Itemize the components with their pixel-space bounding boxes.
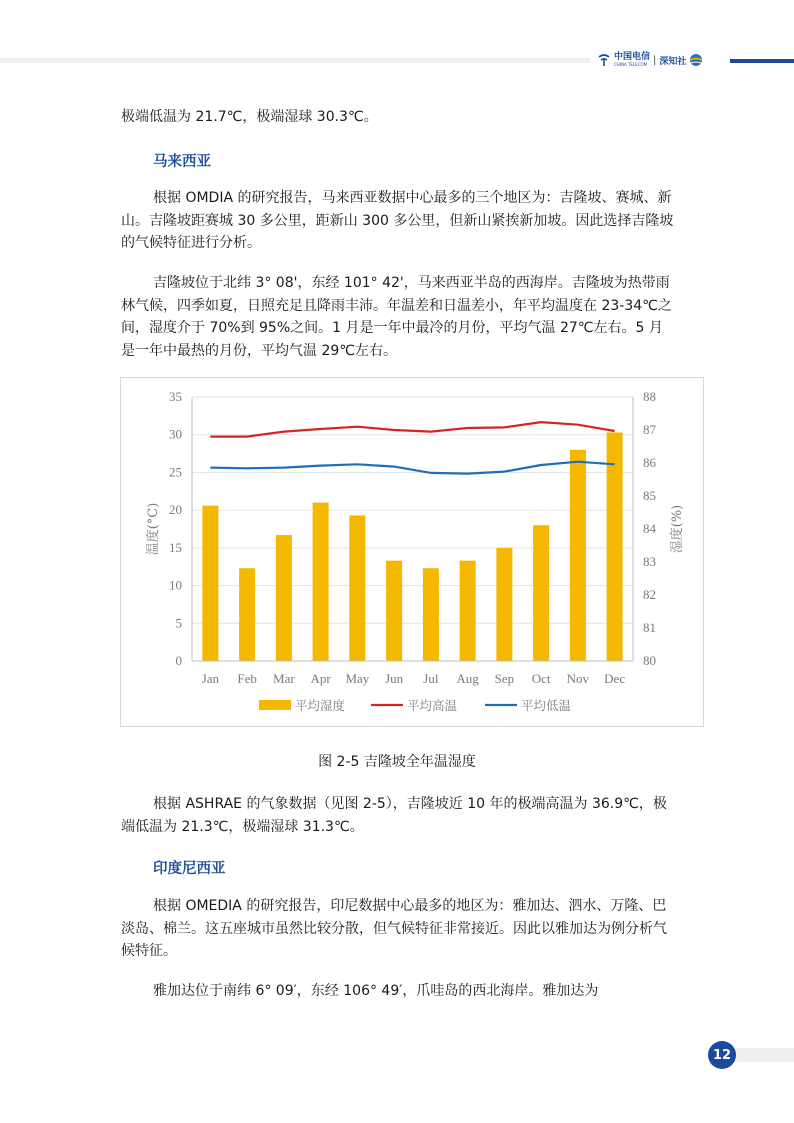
x-tick-label: May <box>345 671 370 686</box>
left-tick-label: 5 <box>175 615 182 631</box>
humidity-bar <box>496 548 512 661</box>
x-tick-label: Aug <box>456 671 479 686</box>
avg-low-line <box>210 462 614 474</box>
paragraph-4: 根据 ASHRAE 的气象数据（见图 2-5），吉隆坡近 10 年的极端高温为 36.9℃，极端低温为 21.3℃，极端湿球 31.3℃。 <box>121 796 667 835</box>
right-tick-label: 81 <box>643 620 656 635</box>
humidity-bar <box>570 450 586 661</box>
right-tick-label: 82 <box>643 587 656 602</box>
right-tick-label: 86 <box>643 455 656 470</box>
right-tick-label: 88 <box>643 389 656 404</box>
x-tick-label: Feb <box>237 671 257 686</box>
header-logo <box>597 50 703 70</box>
x-tick-label: Dec <box>604 671 626 686</box>
left-tick-label: 15 <box>169 539 182 555</box>
x-tick-label: Jul <box>423 671 439 686</box>
paragraph-6: 雅加达位于南纬 6° 09′，东经 106° 49′，爪哇岛的西北海岸。雅加达为 <box>153 983 599 999</box>
humidity-bar <box>349 515 365 661</box>
x-tick-label: Jan <box>201 671 220 686</box>
paragraph-1: 极端低温为 21.7℃，极端湿球 30.3℃。 <box>121 109 378 125</box>
right-tick-label: 87 <box>643 422 656 437</box>
right-tick-label: 83 <box>643 554 656 569</box>
right-tick-label: 84 <box>643 521 656 536</box>
header-rule-left <box>0 58 590 63</box>
humidity-bar <box>239 568 255 661</box>
heading-malaysia: 马来西亚 <box>153 154 211 170</box>
x-tick-label: Sep <box>494 671 515 686</box>
x-tick-label: Oct <box>531 671 551 686</box>
left-tick-label: 20 <box>169 502 182 518</box>
figure-caption: 图 2-5 吉隆坡全年温湿度 <box>318 754 476 770</box>
china-telecom-wordmark <box>614 53 650 67</box>
humidity-bar <box>423 568 439 661</box>
legend-swatch-humidity <box>259 700 291 710</box>
right-axis-title: 湿度(%) <box>670 504 685 554</box>
x-tick-label: Mar <box>273 671 295 686</box>
paragraph-5: 根据 OMEDIA 的研究报告，印尼数据中心最多的地区为：雅加达、泗水、万隆、巴淡岛、棉兰。这五座城市虽然比较分散，但气候特征非常接近。因此以雅加达为例分析气候特征。 <box>121 898 667 959</box>
left-tick-label: 35 <box>169 389 182 404</box>
legend-label: 平均湿度 <box>295 698 346 713</box>
humidity-bar <box>607 432 623 661</box>
heading-indonesia: 印度尼西亚 <box>153 861 226 877</box>
legend-label: 平均低温 <box>521 698 572 713</box>
humidity-bar <box>276 535 292 661</box>
globe-icon <box>689 53 703 67</box>
brand-name: 深知社 <box>659 56 687 67</box>
x-tick-label: Nov <box>566 671 590 686</box>
x-tick-label: Apr <box>310 671 331 686</box>
x-tick-label: Jun <box>385 671 404 686</box>
paragraph-2: 根据 OMDIA 的研究报告，马来西亚数据中心最多的三个地区为：吉隆坡、赛城、新山。吉隆坡距赛城 30 多公里，距新山 300 多公里，但新山紧挨新加坡。因此选择吉隆坡的气候特征进行分析。 <box>121 190 674 251</box>
right-tick-label: 85 <box>643 488 656 503</box>
left-tick-label: 30 <box>169 426 182 442</box>
humidity-bar <box>313 503 329 661</box>
climate-chart <box>121 378 703 726</box>
logo-separator: | <box>653 54 657 66</box>
right-tick-label: 80 <box>643 653 656 668</box>
logo-cn-text: 中国电信 <box>614 52 651 62</box>
paragraph-3: 吉隆坡位于北纬 3° 08'，东经 101° 42'，马来西亚半岛的西海岸。吉隆坡为热带雨林气候，四季如夏，日照充足且降雨丰沛。年温差和日温差小，年平均温度在 23-34℃之间，湿度介于 70%到 95%之间。1 月是一年中最冷的月份，平均气温 27℃左右。5 月是一年中最热的月份，平均气温 29℃左右。 <box>121 275 672 359</box>
left-tick-label: 25 <box>169 464 182 480</box>
page-number: 12 <box>708 1041 736 1069</box>
humidity-bar <box>386 561 402 661</box>
legend-label: 平均高温 <box>407 698 458 713</box>
left-tick-label: 0 <box>175 653 182 668</box>
logo-en-text: CHINA TELECOM <box>614 62 648 67</box>
humidity-bar <box>202 506 218 661</box>
chart-container <box>120 377 704 727</box>
china-telecom-logo-icon <box>597 53 611 67</box>
left-axis-title: 温度(°C) <box>146 502 161 556</box>
header-rule-right <box>730 59 794 63</box>
left-tick-label: 10 <box>169 577 182 593</box>
humidity-bar <box>460 561 476 661</box>
humidity-bar <box>533 525 549 661</box>
